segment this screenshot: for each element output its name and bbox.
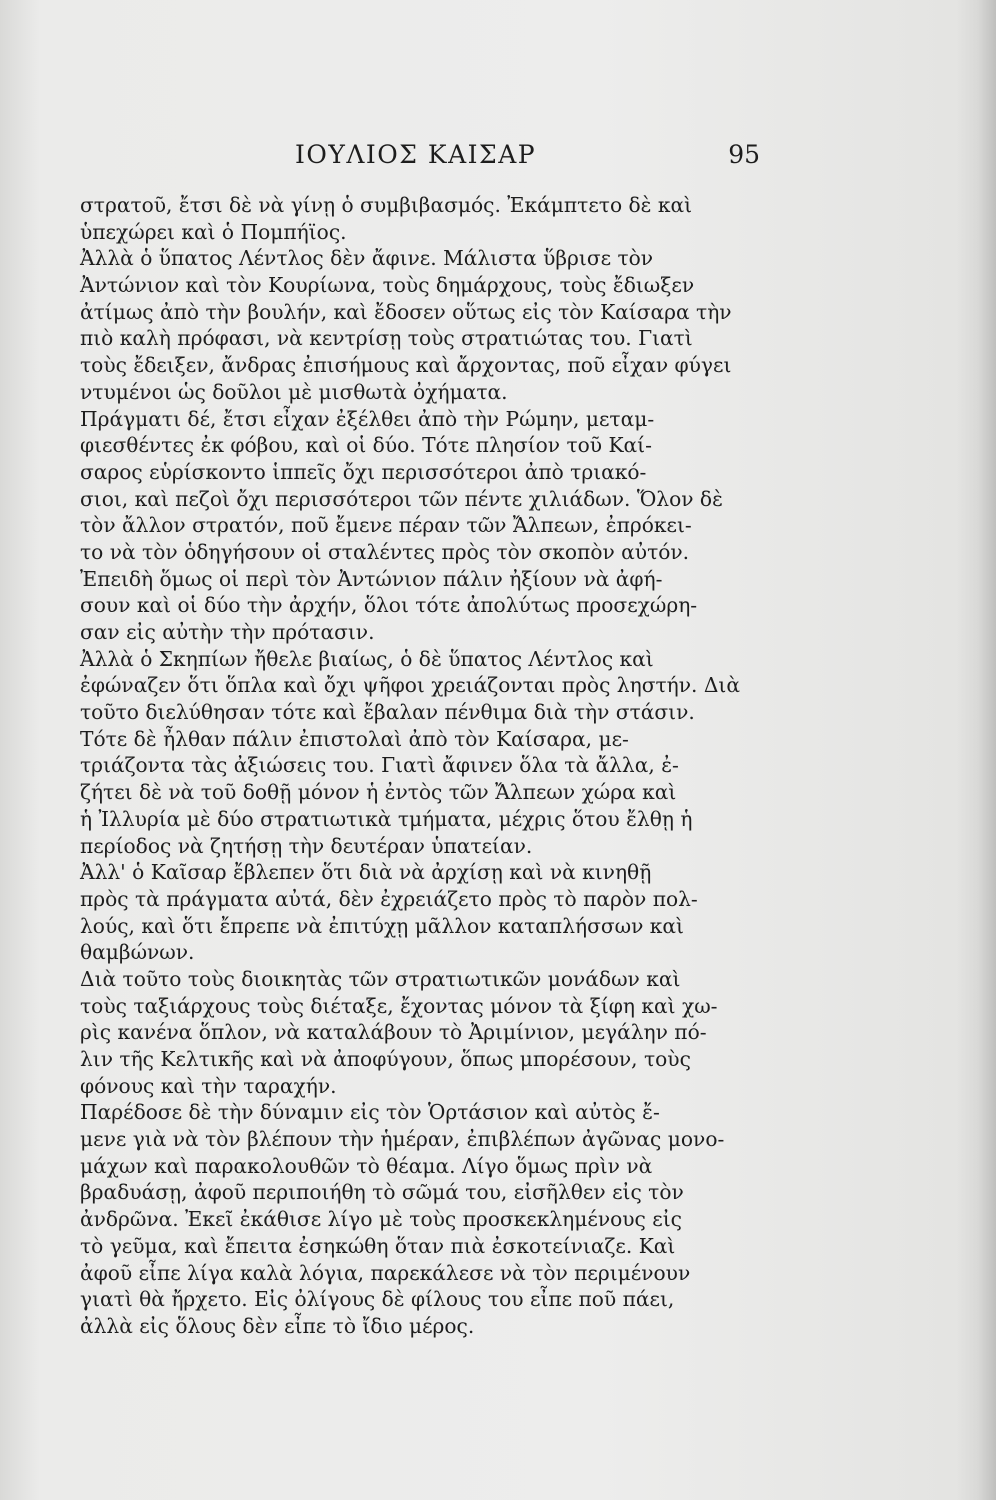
text-line: ἀφοῦ εἶπε λίγα καλὰ λόγια, παρεκάλεσε νὰ τὸν περιμένουν xyxy=(80,1260,691,1285)
text-line: ἀνδρῶνα. Ἐκεῖ ἐκάθισε λίγο μὲ τοὺς προσκεκλημένους εἰς xyxy=(80,1207,682,1232)
text-line: μενε γιὰ νὰ τὸν βλέπουν τὴν ἡμέραν, ἐπιβλέπων ἀγῶνας μονο- xyxy=(80,1127,725,1152)
body-text xyxy=(80,192,762,1340)
text-line: τὸ γεῦμα, καὶ ἔπειτα ἐσηκώθη ὅταν πιὰ ἐσκοτείνιαζε. Καὶ xyxy=(80,1233,676,1258)
text-line: περίοδος νὰ ζητήσῃ τὴν δευτέραν ὑπατείαν. xyxy=(80,833,533,858)
text-line: τοῦτο διελύθησαν τότε καὶ ἔβαλαν πένθιμα διὰ τὴν στάσιν. xyxy=(80,700,695,725)
text-line: ρὶς κανένα ὅπλον, νὰ καταλάβουν τὸ Ἀριμίνιον, μεγάλην πό- xyxy=(80,1020,707,1045)
text-line: ἀλλὰ εἰς ὅλους δὲν εἶπε τὸ ἴδιο μέρος. xyxy=(80,1313,475,1338)
text-line: ἀτίμως ἀπὸ τὴν βουλήν, καὶ ἔδοσεν οὕτως εἰς τὸν Καίσαρα τὴν xyxy=(80,299,732,324)
text-line: λιν τῆς Κελτικῆς καὶ νὰ ἀποφύγουν, ὅπως μπορέσουν, τοὺς xyxy=(80,1047,691,1071)
text-line: το νὰ τὸν ὁδηγήσουν οἱ σταλέντες πρὸς τὸν σκοπὸν αὐτόν. xyxy=(80,539,690,564)
text-line: θαμβώνων. xyxy=(80,940,195,965)
text-line: σαν εἰς αὐτὴν τὴν πρότασιν. xyxy=(80,620,375,644)
text-line: Πράγματι δέ, ἔτσι εἶχαν ἐξέλθει ἀπὸ τὴν Ρώμην, μεταμ- xyxy=(80,406,655,431)
running-title: ΙΟΥΛΙΟΣ ΚΑΙΣΑΡ xyxy=(295,140,537,169)
text-line: Παρέδοσε δὲ τὴν δύναμιν εἰς τὸν Ὁρτάσιον καὶ αὐτὸς ἔ- xyxy=(80,1100,660,1125)
text-line: μάχων καὶ παρακολουθῶν τὸ θέαμα. Λίγο ὅμως πρὶν νὰ xyxy=(80,1153,653,1178)
text-line: πιὸ καλὴ πρόφασι, νὰ κεντρίσῃ τοὺς στρατιώτας του. Γιατὶ xyxy=(80,326,693,351)
text-line: γιατὶ θὰ ἤρχετο. Εἰς ὀλίγους δὲ φίλους του εἶπε ποῦ πάει, xyxy=(80,1287,675,1312)
text-line: λούς, καὶ ὅτι ἔπρεπε νὰ ἐπιτύχῃ μᾶλλον καταπλήσσων καὶ xyxy=(80,913,684,938)
text-line: ζήτει δὲ νὰ τοῦ δοθῇ μόνον ἡ ἐντὸς τῶν Ἄλπεων χώρα καὶ xyxy=(80,780,677,805)
text-line: σουν καὶ οἱ δύο τὴν ἀρχήν, ὅλοι τότε ἀπολύτως προσεχώρη- xyxy=(80,593,698,618)
text-line: τοὺς ταξιάρχους τοὺς διέταξε, ἔχοντας μόνον τὰ ξίφη καὶ χω- xyxy=(80,993,718,1018)
text-line: στρατοῦ, ἔτσι δὲ νὰ γίνῃ ὁ συμβιβασμός. Ἐκάμπτετο δὲ καὶ xyxy=(80,193,693,217)
text-line: Ἐπειδὴ ὅμως οἱ περὶ τὸν Ἀντώνιον πάλιν ἠξίουν νὰ ἀφή- xyxy=(80,566,663,591)
text-line: ἐφώναζεν ὅτι ὅπλα καὶ ὄχι ψῆφοι χρειάζονται πρὸς ληστήν. Διὰ xyxy=(80,673,740,698)
text-line: Ἀλλὰ ὁ ὕπατος Λέντλος δὲν ἄφινε. Μάλιστα ὕβρισε τὸν xyxy=(80,246,654,271)
text-line: τοὺς ἔδειξεν, ἄνδρας ἐπισήμους καὶ ἄρχοντας, ποῦ εἶχαν φύγει xyxy=(80,353,732,378)
text-line: τὸν ἄλλον στρατόν, ποῦ ἔμενε πέραν τῶν Ἄλπεων, ἐπρόκει- xyxy=(80,513,692,538)
text-line: φιεσθέντες ἐκ φόβου, καὶ οἱ δύο. Τότε πλησίον τοῦ Καί- xyxy=(80,433,652,458)
text-line: ντυμένοι ὡς δοῦλοι μὲ μισθωτὰ ὀχήματα. xyxy=(80,379,508,404)
page-edge-shadow xyxy=(978,0,996,1500)
text-line: ἡ Ἰλλυρία μὲ δύο στρατιωτικὰ τμήματα, μέχρις ὅτου ἔλθῃ ἡ xyxy=(80,806,693,831)
text-line: Ἀλλὰ ὁ Σκηπίων ἤθελε βιαίως, ὁ δὲ ὕπατος Λέντλος καὶ xyxy=(80,646,654,671)
text-line: Διὰ τοῦτο τοὺς διοικητὰς τῶν στρατιωτικῶν μονάδων καὶ xyxy=(80,966,681,991)
text-line: πρὸς τὰ πράγματα αὐτά, δὲν ἐχρειάζετο πρὸς τὸ παρὸν πολ- xyxy=(80,886,698,911)
text-line: ὑπεχώρει καὶ ὁ Πομπήϊος. xyxy=(80,219,347,244)
text-line: Τότε δὲ ἦλθαν πάλιν ἐπιστολαὶ ἀπὸ τὸν Καίσαρα, με- xyxy=(80,726,629,751)
text-line: φόνους καὶ τὴν ταραχήν. xyxy=(80,1073,337,1098)
text-line: τριάζοντα τὰς ἀξιώσεις του. Γιατὶ ἄφινεν ὅλα τὰ ἄλλα, ἐ- xyxy=(80,753,679,778)
page-header xyxy=(80,140,760,180)
text-line: βραδυάσῃ, ἀφοῦ περιποιήθη τὸ σῶμά του, εἰσῆλθεν εἰς τὸν xyxy=(80,1180,684,1205)
text-line: Ἀλλ' ὁ Καῖσαρ ἔβλεπεν ὅτι διὰ νὰ ἀρχίσῃ καὶ νὰ κινηθῇ xyxy=(80,860,652,885)
text-line: σαρος εὑρίσκοντο ἱππεῖς ὄχι περισσότεροι ἀπὸ τριακό- xyxy=(80,459,647,484)
page-number: 95 xyxy=(728,140,760,169)
text-line: Ἀντώνιον καὶ τὸν Κουρίωνα, τοὺς δημάρχους, τοὺς ἔδιωξεν xyxy=(80,273,695,298)
text-line: σιοι, καὶ πεζοὶ ὄχι περισσότεροι τῶν πέντε χιλιάδων. Ὅλον δὲ xyxy=(80,486,723,511)
